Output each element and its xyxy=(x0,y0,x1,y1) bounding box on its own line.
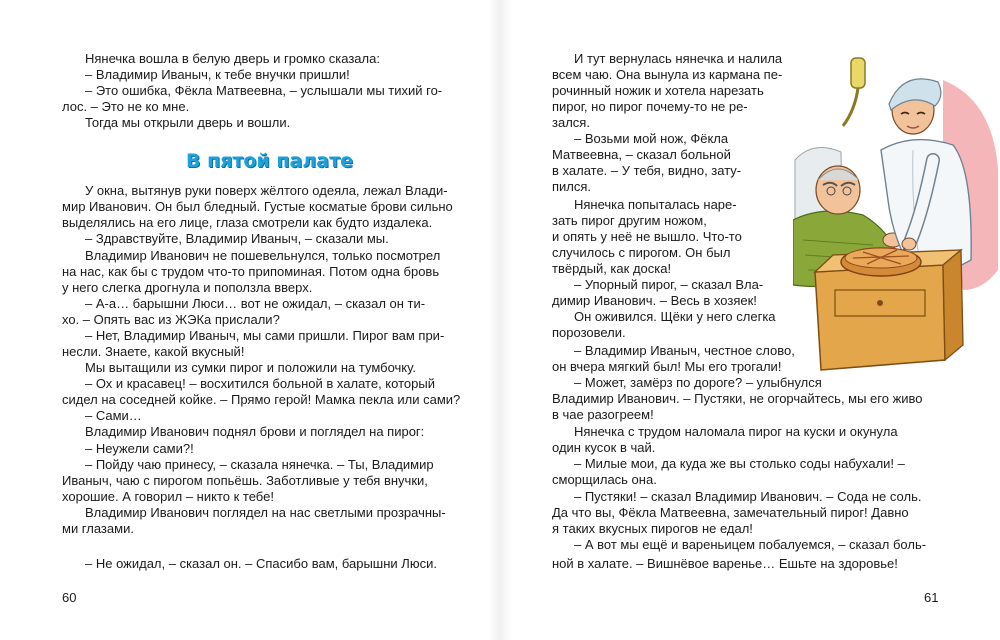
text-line: в халате. – У тебя, видно, зату- xyxy=(552,163,742,178)
text-line: выделялись на его лице, глаза смотрели как будто издалека. xyxy=(62,215,433,230)
text-line: димир Иванович. – Весь в хозяек! xyxy=(552,293,757,308)
text-line: – Это ошибка, Фёкла Матвеевна, – услышали мы тихий го- xyxy=(85,83,443,98)
page-number-right: 61 xyxy=(924,590,939,605)
text-line: – Сами… xyxy=(85,408,142,423)
text-line: – Здравствуйте, Владимир Иваныч, – сказали мы. xyxy=(85,231,389,246)
illustration-nurse-and-patient xyxy=(793,40,998,380)
text-line: Да что вы, Фёкла Матвеевна, замечательный пирог! Давно xyxy=(552,505,909,520)
text-line: я таких вкусных пирогов не едал! xyxy=(552,521,753,536)
text-line: – Может, замёрз по дороге? – улыбнулся xyxy=(574,375,822,390)
text-line: Иваныч, чаю с пирогом попьёшь. Заботливые у тебя внучки, xyxy=(62,473,428,488)
text-line: в чае разогреем! xyxy=(552,407,654,422)
text-line: – Милые мои, да куда же вы столько соды набухали! – xyxy=(574,456,905,471)
text-line: Владимир Иванович. – Пустяки, не огорчайтесь, мы его живо xyxy=(552,391,923,406)
text-line: Владимир Иванович не пошевельнулся, только посмотрел xyxy=(85,248,441,263)
text-line: он вчера мягкий был! Мы его трогали! xyxy=(552,359,782,374)
text-line: – Пойду чаю принесу, – сказала нянечка. – Ты, Владимир xyxy=(85,457,434,472)
text-line: на нас, как бы с трудом что-то припоминая. Потом одна бровь xyxy=(62,264,440,279)
text-line: несли. Знаете, какой вкусный! xyxy=(62,344,245,359)
text-line: – Пустяки! – сказал Владимир Иванович. – Сода не соль. xyxy=(574,489,922,504)
text-line: один кусок в чай. xyxy=(552,440,656,455)
text-line: – Упорный пирог, – сказал Вла- xyxy=(574,277,764,292)
text-line: – Нет, Владимир Иваныч, мы сами пришли. Пирог вам при- xyxy=(85,328,445,343)
chapter-title: В пятой палате xyxy=(186,150,354,172)
text-line: пирог, но пирог почему-то не ре- xyxy=(552,99,748,114)
text-line: сидел на соседней койке. – Прямо герой! Мамка пекла или сами? xyxy=(62,392,461,407)
text-line: хорошие. А говорил – никто к тебе! xyxy=(62,489,274,504)
text-line: рочинный ножик и хотела нарезать xyxy=(552,83,764,98)
text-line: Владимир Иванович поглядел на нас светлыми прозрачны- xyxy=(85,505,446,520)
text-line: – Неужели сами?! xyxy=(85,441,194,456)
text-line: – Возьми мой нож, Фёкла xyxy=(574,131,729,146)
text-line: пился. xyxy=(552,179,592,194)
text-line: У окна, вытянув руки поверх жёлтого одеяла, лежал Влади- xyxy=(85,183,448,198)
text-line: случилось с пирогом. Он был xyxy=(552,245,731,260)
text-line: у него слегка дрогнула и поползла вверх. xyxy=(62,280,313,295)
text-line: Мы вытащили из сумки пирог и положили на тумбочку. xyxy=(85,360,416,375)
text-line: зать пирог другим ножом, xyxy=(552,213,707,228)
text-line: – Владимир Иваныч, честное слово, xyxy=(574,343,795,358)
text-line: и опять у неё не вышло. Что-то xyxy=(552,229,742,244)
text-line: всем чаю. Она вынула из кармана пе- xyxy=(552,67,783,82)
text-line: – А вот мы ещё и вареньицем побалуемся, – сказал боль- xyxy=(574,537,927,552)
text-line: зался. xyxy=(552,115,590,130)
text-line: – Не ожидал, – сказал он. – Спасибо вам, барышни Люси. xyxy=(85,556,437,571)
text-line: Он оживился. Щёки у него слегка xyxy=(574,309,776,324)
text-line: твёрдый, как доска! xyxy=(552,261,672,276)
text-line: лос. – Это не ко мне. xyxy=(62,99,190,114)
text-line: хо. – Опять вас из ЖЭКа прислали? xyxy=(62,312,280,327)
text-line: сморщилась она. xyxy=(552,472,657,487)
text-line: – А-а… барышни Люси… вот не ожидал, – сказал он ти- xyxy=(85,296,426,311)
text-line: порозовели. xyxy=(552,325,626,340)
text-line: И тут вернулась нянечка и налила xyxy=(574,51,783,66)
text-line: – Ох и красавец! – восхитился больной в халате, который xyxy=(85,376,435,391)
text-line: Нянечка попыталась наре- xyxy=(574,197,737,212)
text-line: Нянечка вошла в белую дверь и громко сказала: xyxy=(85,51,380,66)
text-line: мир Иванович. Он был бледный. Густые косматые брови сильно xyxy=(62,199,453,214)
text-line: Тогда мы открыли дверь и вошли. xyxy=(85,115,291,130)
text-line: ми глазами. xyxy=(62,521,134,536)
text-line: Нянечка с трудом наломала пирог на куски и окунула xyxy=(574,424,898,439)
text-line: – Владимир Иваныч, к тебе внучки пришли! xyxy=(85,67,350,82)
page-number-left: 60 xyxy=(62,590,77,605)
text-line: ной в халате. – Вишнёвое варенье… Ешьте на здоровье! xyxy=(552,556,898,571)
text-line: Матвеевна, – сказал больной xyxy=(552,147,731,162)
text-line: Владимир Иванович поднял брови и поглядел на пирог: xyxy=(85,424,425,439)
